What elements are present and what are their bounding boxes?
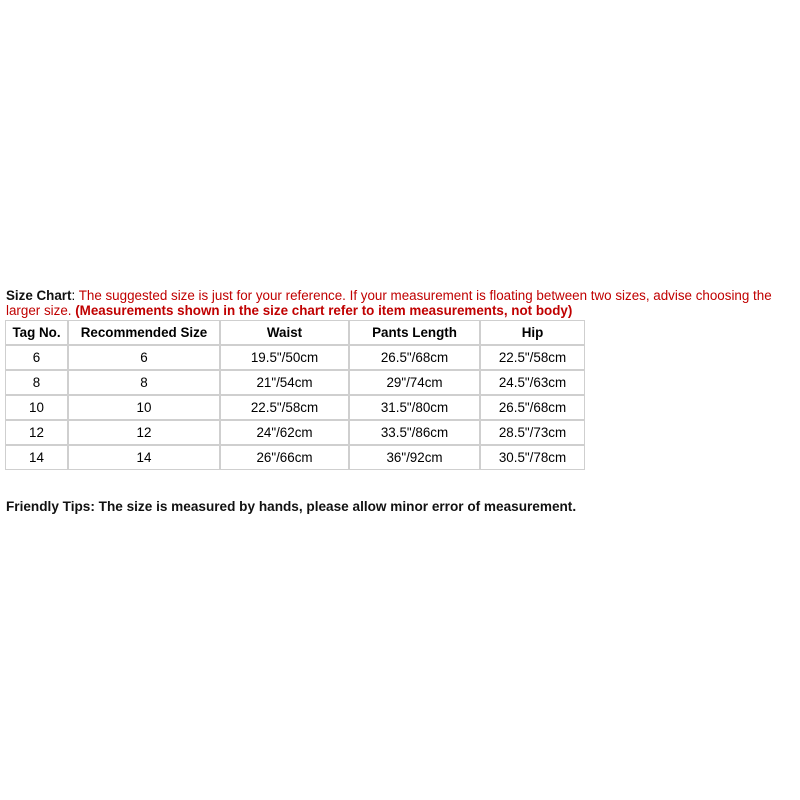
cell-hip: 28.5"/73cm (480, 420, 585, 445)
size-chart-measurement-note: (Measurements shown in the size chart refer to item measurements, not body) (71, 303, 573, 318)
header-tag-no: Tag No. (5, 320, 68, 345)
cell-hip: 30.5"/78cm (480, 445, 585, 470)
table-row (5, 420, 585, 445)
cell-pants-length: 36"/92cm (349, 445, 480, 470)
cell-waist: 19.5"/50cm (220, 345, 349, 370)
table-header-row (5, 320, 585, 345)
cell-recommended-size: 8 (68, 370, 220, 395)
table-row (5, 395, 585, 420)
size-chart-block (6, 288, 796, 470)
cell-hip: 22.5"/58cm (480, 345, 585, 370)
header-recommended-size: Recommended Size (68, 320, 220, 345)
cell-hip: 24.5"/63cm (480, 370, 585, 395)
size-chart-label: Size Chart (6, 288, 72, 303)
cell-waist: 21"/54cm (220, 370, 349, 395)
table-row (5, 345, 585, 370)
cell-pants-length: 31.5"/80cm (349, 395, 480, 420)
cell-tag-no: 12 (5, 420, 68, 445)
header-hip: Hip (480, 320, 585, 345)
cell-waist: 22.5"/58cm (220, 395, 349, 420)
cell-recommended-size: 10 (68, 395, 220, 420)
size-chart-note: The suggested size is just for your reference. If your measurement is floating between two sizes, advise choosing the larger size. (6, 288, 772, 318)
cell-tag-no: 10 (5, 395, 68, 420)
size-chart-intro (6, 288, 796, 318)
cell-tag-no: 14 (5, 445, 68, 470)
cell-waist: 26"/66cm (220, 445, 349, 470)
cell-pants-length: 26.5"/68cm (349, 345, 480, 370)
cell-recommended-size: 12 (68, 420, 220, 445)
table-row (5, 370, 585, 395)
cell-waist: 24"/62cm (220, 420, 349, 445)
size-chart-colon: : (71, 288, 76, 303)
cell-recommended-size: 14 (68, 445, 220, 470)
size-table (5, 320, 585, 470)
cell-recommended-size: 6 (68, 345, 220, 370)
cell-pants-length: 33.5"/86cm (349, 420, 480, 445)
cell-hip: 26.5"/68cm (480, 395, 585, 420)
table-row (5, 445, 585, 470)
friendly-tips: Friendly Tips: The size is measured by hands, please allow minor error of measurement. (6, 499, 577, 514)
cell-tag-no: 8 (5, 370, 68, 395)
cell-tag-no: 6 (5, 345, 68, 370)
cell-pants-length: 29"/74cm (349, 370, 480, 395)
header-waist: Waist (220, 320, 349, 345)
header-pants-length: Pants Length (349, 320, 480, 345)
